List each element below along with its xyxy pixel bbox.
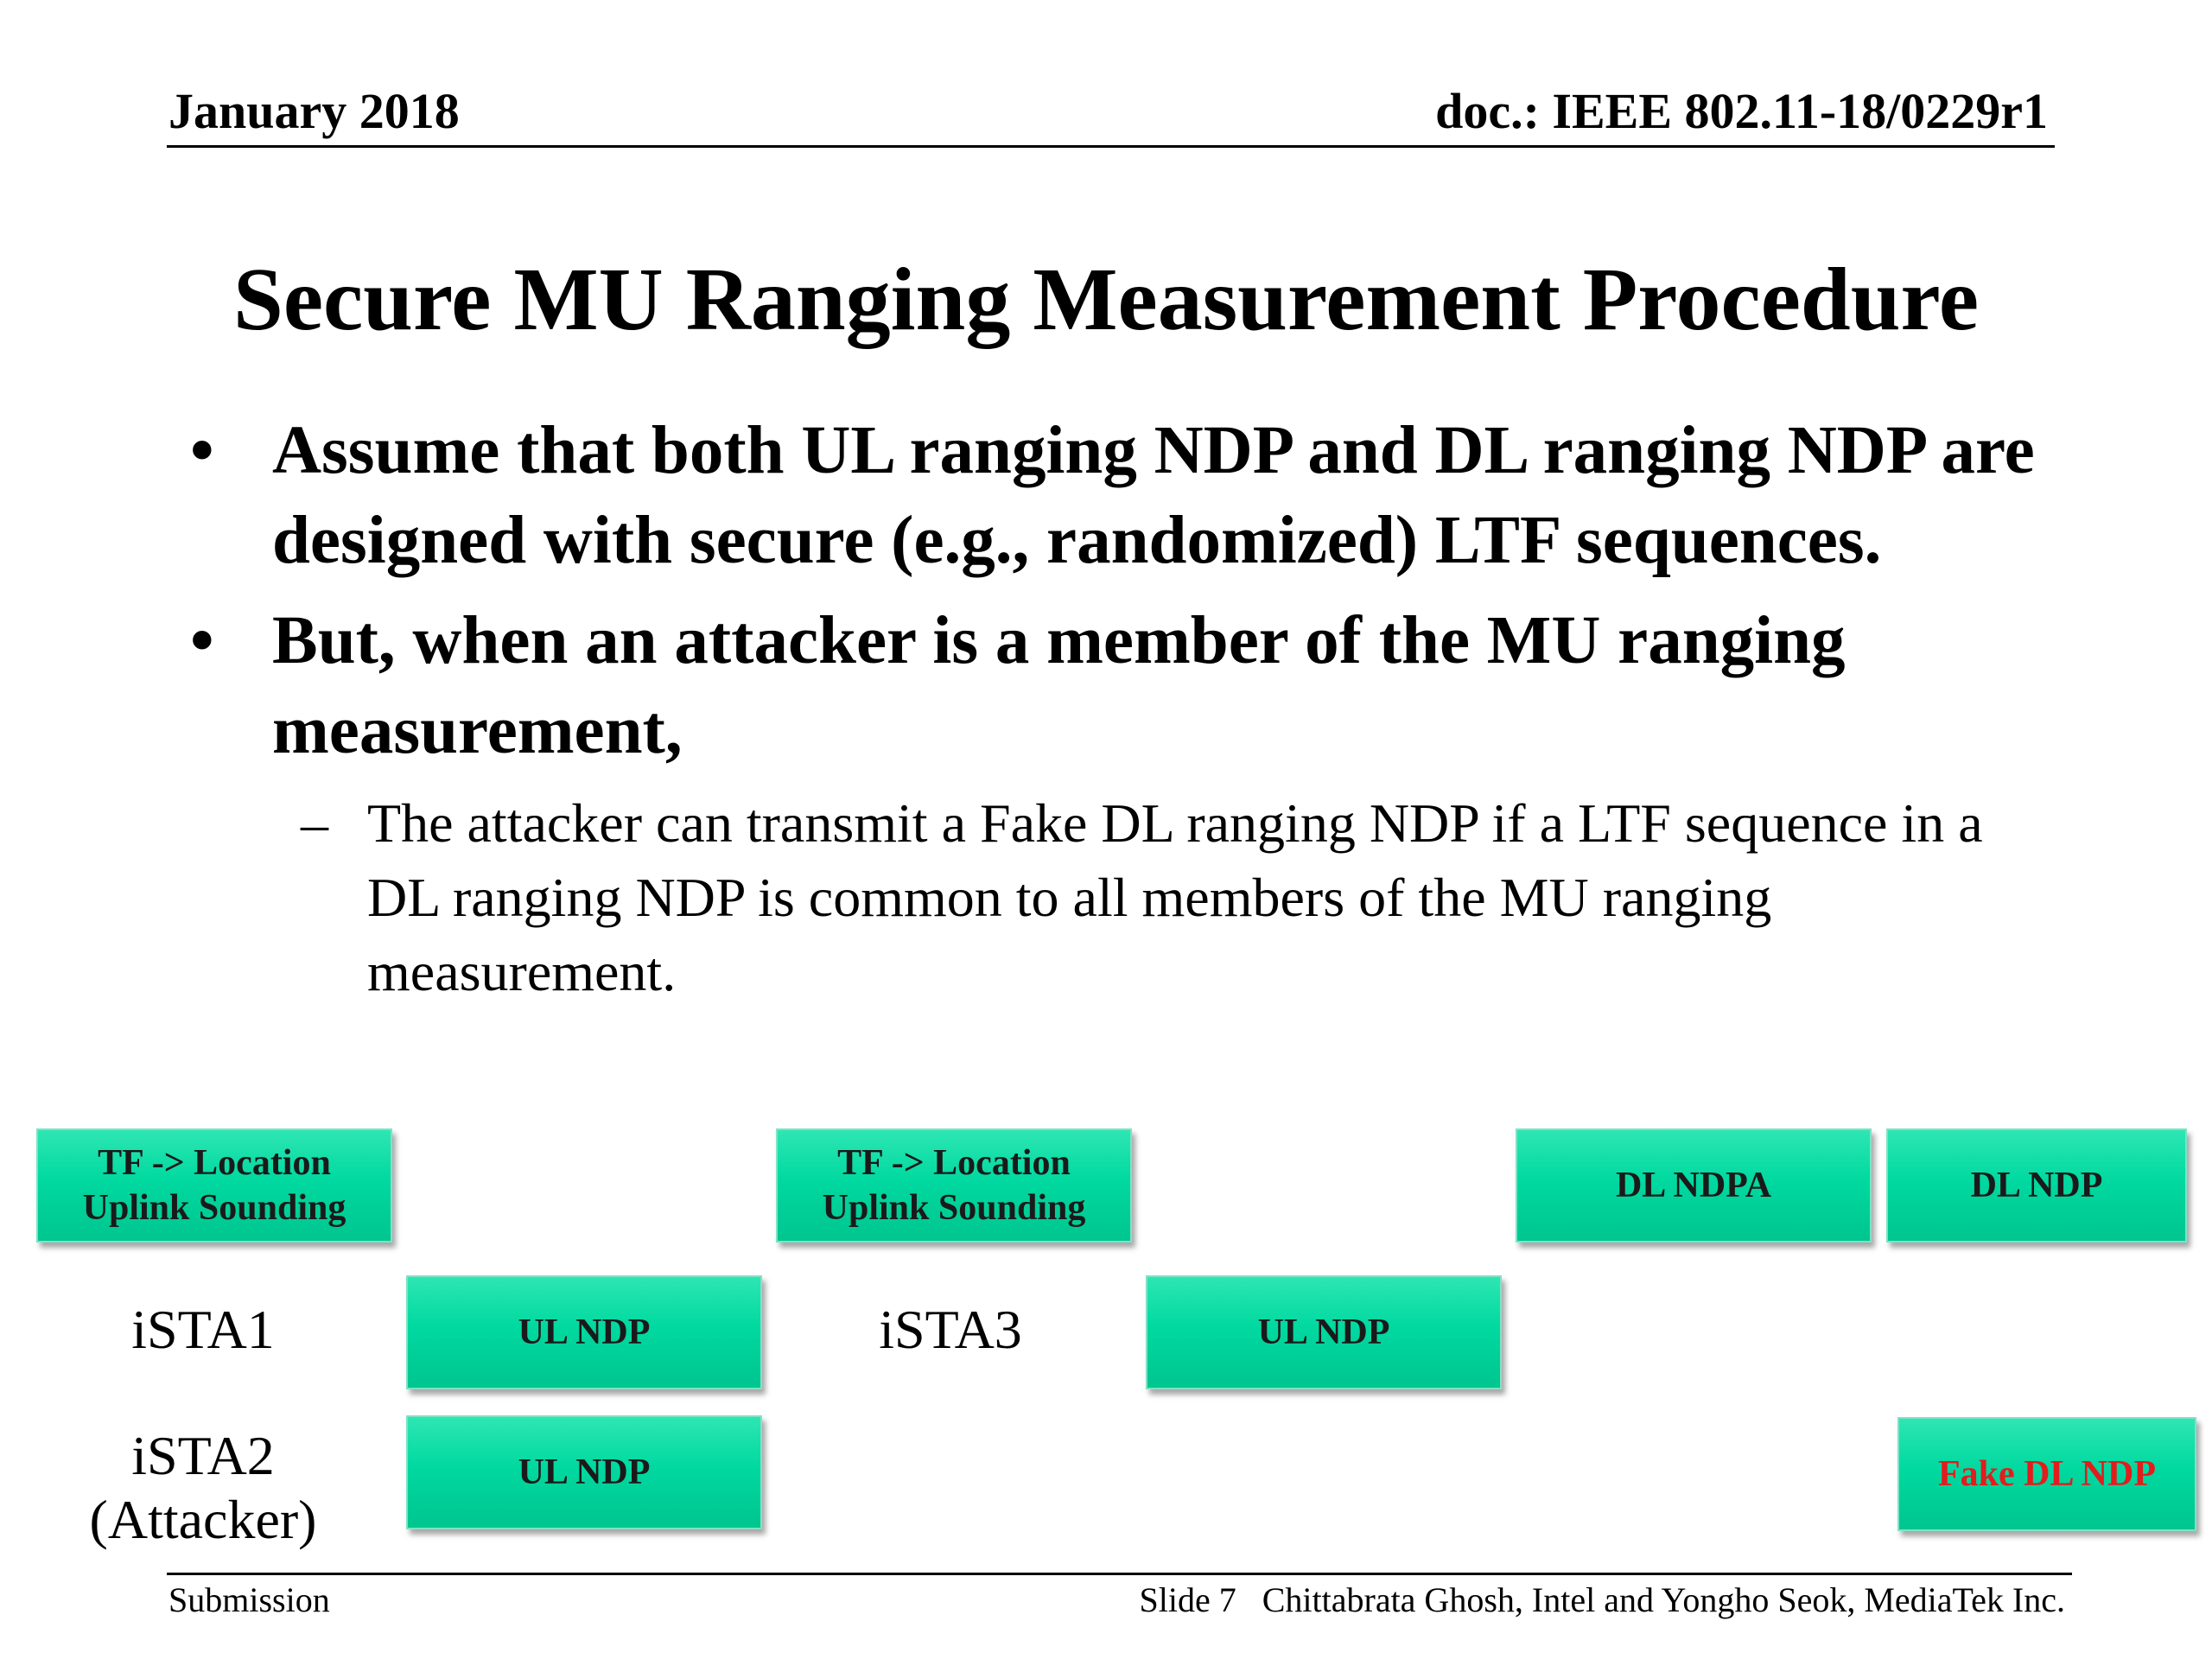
ista1-ul-ndp-label: UL NDP: [518, 1312, 651, 1352]
header-date: January 2018: [168, 83, 460, 139]
bullet-item: [181, 596, 2056, 776]
slide-title: Secure MU Ranging Measurement Procedure: [233, 250, 1979, 349]
footer-divider: [167, 1573, 2072, 1575]
ista2-name: iSTA2: [131, 1425, 275, 1486]
dash-icon: –: [301, 792, 328, 854]
sub-bullet-text: The attacker can transmit a Fake DL ranging NDP if a LTF sequence in a DL ranging NDP is common to all members of the MU ranging measurement.: [367, 792, 1983, 1002]
sub-bullet-item: [181, 786, 2056, 1009]
bullet-item: [181, 406, 2056, 586]
fake-dl-ndp-label: Fake DL NDP: [1938, 1453, 2156, 1494]
tf-box-1-label: TF -> Location Uplink Sounding: [82, 1142, 346, 1228]
footer-authors: Chittabrata Ghosh, Intel and Yongho Seok, MediaTek Inc.: [1262, 1580, 2065, 1619]
footer-info: [1139, 1580, 2065, 1619]
ista3-ul-ndp-box: [1146, 1275, 1502, 1389]
ista1-label: iSTA1: [131, 1299, 275, 1360]
ista2-ul-ndp-label: UL NDP: [518, 1452, 651, 1492]
bullet-dot-icon: •: [190, 413, 214, 488]
footer-submission: Submission: [168, 1580, 330, 1619]
ista1-ul-ndp-box: [406, 1275, 762, 1389]
dl-ndp-label: DL NDP: [1970, 1165, 2103, 1205]
ista2-attacker-tag: (Attacker): [89, 1488, 317, 1550]
tf-box-2: [776, 1128, 1132, 1243]
ista2-label: [52, 1424, 354, 1551]
dl-ndp-box: [1886, 1128, 2187, 1243]
header-doc-id: doc.: IEEE 802.11-18/0229r1: [1435, 83, 2048, 139]
ista3-label: iSTA3: [879, 1299, 1022, 1360]
fake-dl-ndp-box: [1897, 1417, 2196, 1531]
bullet-list: [181, 406, 2056, 1009]
header-divider: [167, 145, 2055, 148]
bullet-text: But, when an attacker is a member of the MU ranging measurement,: [272, 603, 1846, 768]
tf-box-1: [36, 1128, 392, 1243]
ista2-ul-ndp-box: [406, 1415, 762, 1529]
bullet-text: Assume that both UL ranging NDP and DL ranging NDP are designed with secure (e.g., randomized) LTF sequences.: [272, 413, 2035, 578]
bullet-dot-icon: •: [190, 603, 214, 678]
dl-ndpa-box: [1516, 1128, 1872, 1243]
footer-slide-number: Slide 7: [1139, 1580, 1236, 1619]
ista3-ul-ndp-label: UL NDP: [1257, 1312, 1390, 1352]
tf-box-2-label: TF -> Location Uplink Sounding: [822, 1142, 1086, 1228]
dl-ndpa-label: DL NDPA: [1615, 1165, 1772, 1205]
